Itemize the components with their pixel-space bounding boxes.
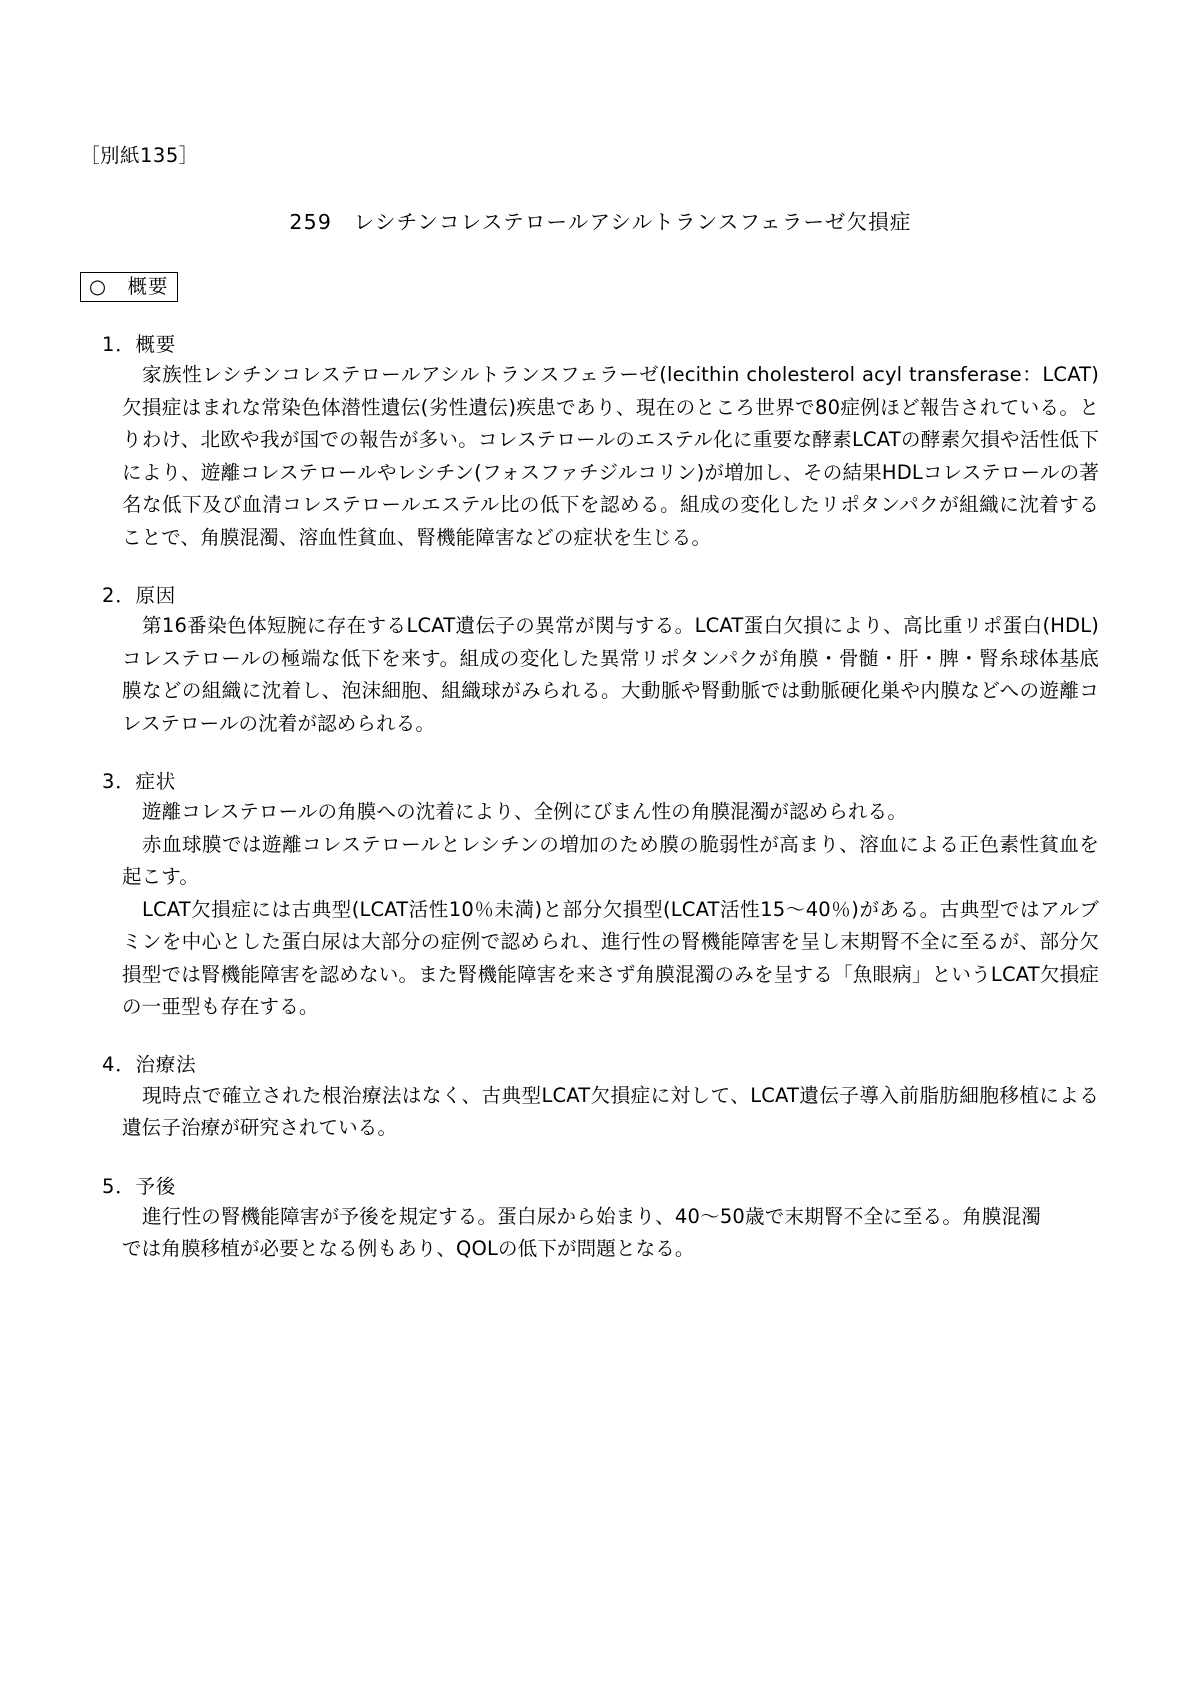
section-3-paragraph-2: 赤血球膜では遊離コレステロールとレシチンの増加のため膜の脆弱性が高まり、溶血による正色素性貧血を起こす。	[122, 832, 1099, 889]
section-2-heading: 2．原因	[102, 583, 177, 607]
section-5-paragraph-1: 進行性の腎機能障害が予後を規定する。蛋白尿から始まり、40〜50歳で末期腎不全に至る。角膜混濁では角膜移植が必要となる例もあり、QOLの低下が問題となる。	[122, 1204, 1041, 1261]
section-3-heading: 3．症状	[102, 770, 177, 794]
section-3-paragraph-1: 遊離コレステロールの角膜への沈着により、全例にびまん性の角膜混濁が認められる。	[142, 800, 907, 824]
section-4	[80, 1050, 1101, 1144]
page-title: 259 レシチンコレステロールアシルトランスフェラーゼ欠損症	[289, 210, 912, 234]
section-2	[80, 581, 1101, 740]
section-5	[80, 1172, 1101, 1266]
section-1	[80, 330, 1101, 554]
section-4-paragraph-1: 現時点で確立された根治療法はなく、古典型LCAT欠損症に対して、LCAT遺伝子導入前脂肪細胞移植による遺伝子治療が研究されている。	[122, 1083, 1099, 1140]
section-4-heading: 4．治療法	[102, 1053, 197, 1077]
section-1-heading: 1．概要	[102, 333, 177, 356]
overview-section-marker: ○ 概要	[80, 272, 178, 302]
section-3-paragraph-3: LCAT欠損症には古典型(LCAT活性10％未満)と部分欠損型(LCAT活性15〜40％)がある。古典型ではアルブミンを中心とした蛋白尿は大部分の症例で認められ、進行性の腎機能障害を呈し末期腎不全に至るが、部分欠損型では腎機能障害を認めない。また腎機能障害を来さず角膜混濁のみを呈する「魚眼病」というLCAT欠損症の一亜型も存在する。	[122, 897, 1099, 1018]
section-3	[80, 767, 1101, 1023]
section-5-heading: 5．予後	[102, 1174, 177, 1198]
section-2-paragraph-1: 第16番染色体短腕に存在するLCAT遺伝子の異常が関与する。LCAT蛋白欠損により、高比重リポ蛋白(HDL)コレステロールの極端な低下を来す。組成の変化した異常リポタンパクが角膜・骨髄・肝・脾・腎糸球体基底膜などの組織に沈着し、泡沫細胞、組織球がみられる。大動脈や腎動脈では動脈硬化巣や内膜などへの遊離コレステロールの沈着が認められる。	[122, 614, 1099, 735]
document-label: ［別紙135］	[80, 144, 199, 167]
section-1-paragraph-1: 家族性レシチンコレステロールアシルトランスフェラーゼ(lecithin cholesterol acyl transferase：LCAT)欠損症はまれな常染色体潜性遺伝(劣性遺伝)疾患であり、現在のところ世界で80症例ほど報告されている。とりわけ、北欧や我が国での報告が多い。コレステロールのエステル化に重要な酵素LCATの酵素欠損や活性低下により、遊離コレステロールやレシチン(フォスファチジルコリン)が増加し、その結果HDLコレステロールの著名な低下及び血清コレステロールエステル比の低下を認める。組成の変化したリポタンパクが組織に沈着することで、角膜混濁、溶血性貧血、腎機能障害などの症状を生じる。	[122, 363, 1099, 549]
document-body	[80, 330, 1101, 1266]
